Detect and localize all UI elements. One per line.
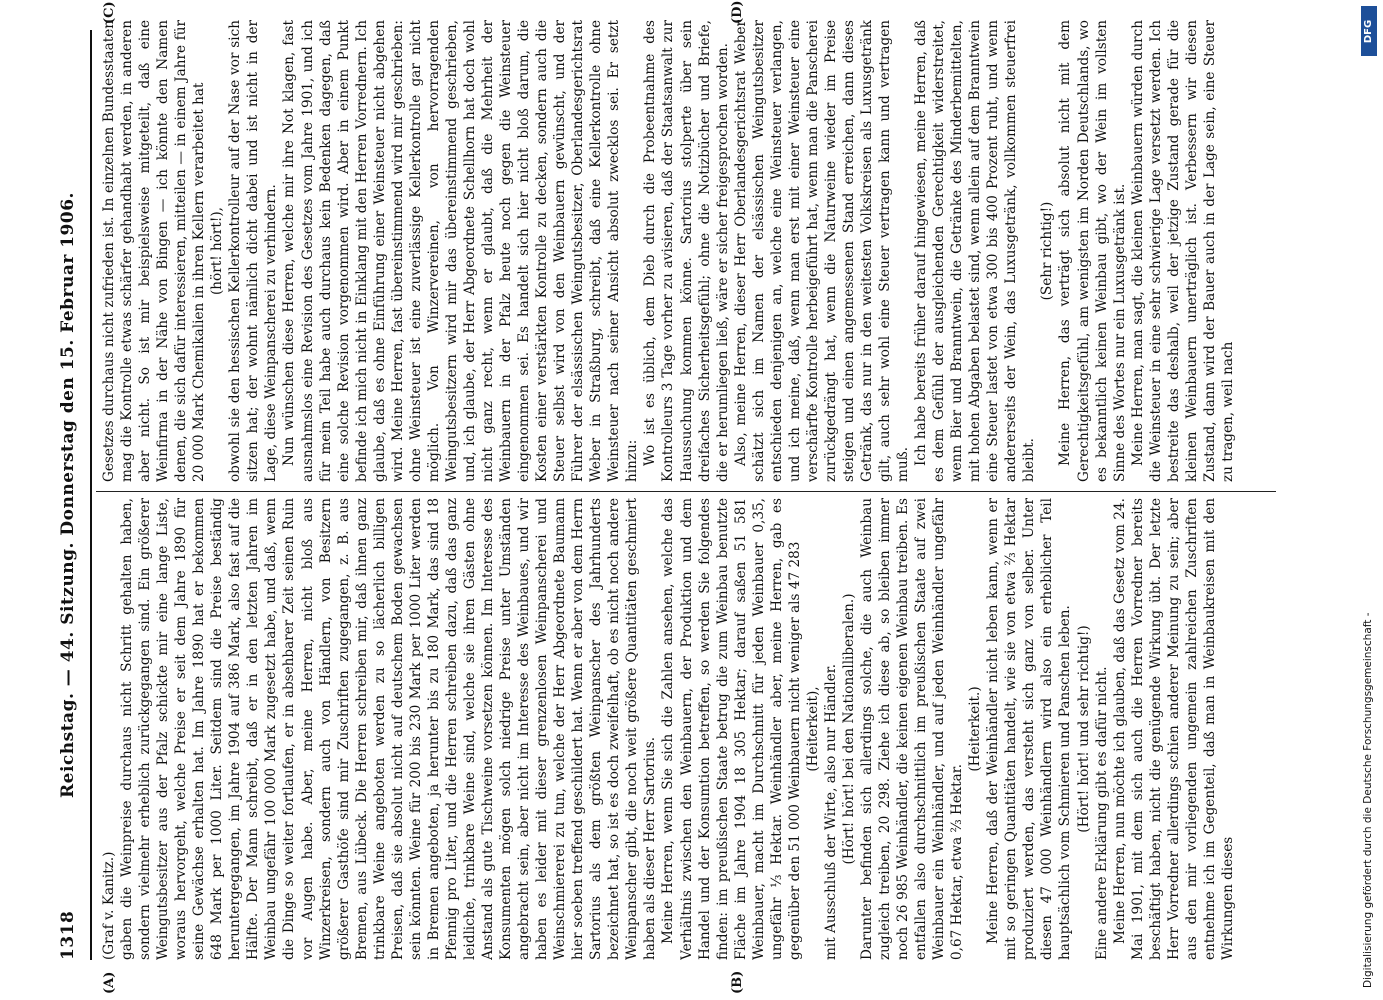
margin-marker-c: (C)	[102, 1, 117, 24]
left-column-paragraph: Meine Herren, wenn Sie sich die Zahlen ansehen, welche das Verhältnis zwischen den Weinbauern, der Produktion und dem Handel und der Konsumtion betreffen, so werden Sie folgendes finden: im preußischen Staate betrug die zum Weinbau benutzte Fläche im Jahre 1904 18 305 Hektar; darauf saßen 51 581 Weinbauer, macht im Durchschnitt für jeden Weinbauer 0,35, ungefähr ⅓ Hektar. Weinhändler aber, meine Herren, gab es gegenüber den 51 000 Weinbauern nicht weniger als 47 283	[660, 498, 803, 960]
left-column-paragraph: (Hört! hört! bei den Nationalliberalen.)	[840, 593, 857, 865]
right-column-paragraph: (hört! hört!),	[209, 207, 226, 295]
running-title: Reichstag. — 44. Sitzung. Donnerstag den 15. Februar 1906.	[58, 192, 78, 798]
left-column-paragraph: mit Ausschluß der Wirte, also nur Händler.	[822, 663, 839, 960]
margin-marker-b: (B)	[730, 970, 745, 994]
column-divider	[96, 491, 1276, 492]
left-column-paragraph: (Graf v. Kanitz.)	[101, 851, 117, 960]
margin-marker-d: (D)	[730, 0, 745, 24]
left-column-paragraph: Meine Herren, nun möchte ich glauben, daß das Gesetz vom 24. Mai 1901, mit dem sich auch die Herren Vorredner bereits beschäftigt haben, nicht die genügende Wirkung übt. Der letzte Herr Vorredner allerdings schien anderer Meinung zu sein; aber aus den mir vorliegenden ungemein zahlreichen Zuschriften entnehme ich im Gegenteil, daß man in Weinbaukreisen mit den Wirkungen dieses	[1111, 498, 1236, 960]
right-column-paragraph: obwohl sie den hessischen Kellerkontrolleur auf der Nase vor sich sitzen hat; der wohnt nämlich dicht dabei und ist nicht in der Lage, diese Weinpanscherei zu verhindern.	[227, 20, 280, 482]
left-column-paragraph: (Heiterkeit),	[804, 686, 821, 772]
left-column	[100, 498, 1270, 960]
dfg-logo	[1361, 6, 1377, 56]
left-column-paragraph: Eine andere Erklärung gibt es dafür nicht.	[1093, 666, 1110, 960]
right-column-paragraph: Nun wünschen diese Herren, welche mir ihre Not klagen, fast ausnahmslos eine Revision des Gesetzes vom Jahre 1901, und ich für mein Teil habe auch durchaus kein Bedenken dagegen, daß eine solche Revision vorgenommen wird. Aber in einem Punkt befinde ich mich nicht in Einklang mit den Herren Vorrednern. Ich glaube, daß es ohne Einführung einer Weinsteuer nicht abgehen wird. Meine Herren, fast übereinstimmend wird mir geschrieben: ohne Weinsteuer ist eine zuverlässige Kellerkontrolle gar nicht möglich. Von Winzervereinen, von hervorragenden Weingutsbesitzern wird mir das übereinstimmend geschrieben, und, ich glaube, der Herr Abgeordnete Schellhorn hat doch wohl nicht ganz recht, wenn er glaubt, daß die Mehrheit der Weinbauern in der Pfalz heute noch gegen die Weinsteuer eingenommen sei. Es handelt sich hier nicht bloß darum, die Kosten einer verstärkten Kontrolle zu decken, sondern auch die Steuer selbst wird von den Weinbauern gewünscht, und der Führer der elsässischen Weingutsbesitzer, Oberlandesgerichtsrat Weber in Straßburg, schreibt, daß eine Kellerkontrolle ohne Weinsteuer nach seiner Ansicht absolut zwecklos sei. Er setzt hinzu:	[281, 20, 641, 482]
right-column	[100, 20, 1270, 482]
page-header	[54, 30, 88, 960]
right-column-paragraph: Ich habe bereits früher darauf hingewiesen, meine Herren, daß es dem Gefühl der ausgleichenden Gerechtigkeit widerstreitet, wenn Bier und Branntwein, die Getränke des Minderbemittelten, mit hohen Abgaben belastet sind, wenn allein auf dem Branntwein eine Steuer lastet von etwa 300 bis 400 Prozent ruht, und wenn andererseits der Wein, das Luxusgetränk, vollkommen steuerfrei bleibt.	[913, 20, 1038, 482]
left-column-paragraph: (Hört! hört! und sehr richtig!)	[1075, 625, 1092, 833]
credit-text: Digitalisierung gefördert durch die Deutsche Forschungsgemeinschaft -	[1362, 612, 1374, 988]
right-column-paragraph: Gesetzes durchaus nicht zufrieden ist. In einzelnen Bundesstaaten mag die Kontrolle etwas schärfer gehandhabt werden, in anderen aber nicht. So ist mir beispielsweise mitgeteilt, daß eine Weinfirma in der Nähe von Bingen — ich könnte den Namen denen, die sich dafür interessieren, mitteilen — in einem Jahre für 20 000 Mark Chemikalien in ihren Kellern verarbeitet hat	[101, 20, 208, 482]
document-page	[40, 0, 1350, 1000]
right-column-paragraph: Meine Herren, das verträgt sich absolut nicht mit dem Gerechtigkeitsgefühl, am wenigsten im Norden Deutschlands, wo es bekanntlich keinen Weinbau gibt, wo der Wein im vollsten Sinne des Wortes nur ein Luxusgetränk ist.	[1057, 20, 1128, 482]
margin-marker-a: (A)	[102, 971, 117, 994]
left-column-paragraph: gaben die Weinpreise durchaus nicht Schritt gehalten haben, sondern vielmehr erheblich zurückgegangen sind. Ein größerer Weingutsbesitzer aus der Pfalz schickte mir eine lange Liste, woraus hervorgeht, welche Preise er seit dem Jahre 1890 für seine Gewächse erhalten hat. Im Jahre 1890 hat er bekommen 648 Mark per 1000 Liter. Seitdem sind die Preise beständig heruntergegangen, im Jahre 1904 auf 386 Mark, also fast auf die Hälfte. Der Mann schreibt, daß er in den letzten Jahren im Weinbau ungefähr 100 000 Mark zugesetzt habe, und daß, wenn die Dinge so weiter fortlaufen, er in absehbarer Zeit seinen Ruin vor Augen habe. Aber, meine Herren, nicht bloß aus Winzerkreisen, sondern auch von Händlern, von Besitzern größerer Gasthöfe sind mir Zuschriften zugegangen, z. B. aus Bremen, aus Lübeck. Die Herren schreiben mir, daß ihnen ganz trinkbare Weine angeboten werden zu so lächerlich billigen Preisen, daß sie absolut nicht auf deutschem Boden gewachsen sein könnten. Weine für 200 bis 230 Mark per 1000 Liter werden in Bremen angeboten, ja herunter bis zu 180 Mark, das sind 18 Pfennig pro Liter, und die Herren schreiben dazu, daß das ganz leidliche, trinkbare Weine sind, welche sie ihren Gästen ohne Anstand als gute Tischweine vorsetzen können. Im Interesse des Konsumenten mögen solch niedrige Preise unter Umständen angebracht sein, aber nicht im Interesse des Weinbaues, und wir haben es leider mit dieser grenzenlosen Weinpanscherei und Weinschmiererei zu tun, welche der Herr Abgeordnete Baumann hier soeben treffend geschildert hat. Wenn er aber von dem Herrn Sartorius als dem größten Weinpanscher des Jahrhunderts bezeichnet hat, so ist es doch zweifelhaft, ob es nicht noch andere Weinpanscher gibt, die noch weit größere Quantitäten geschmiert haben als dieser Herr Sartorius.	[119, 498, 659, 960]
dfg-logo-text: DFG	[1363, 19, 1375, 43]
digitization-credit	[1356, 0, 1383, 1000]
left-column-paragraph: Darunter befinden sich allerdings solche, die auch Weinbau zugleich treiben, 20 298. Ziehe ich diese ab, so bleiben immer noch 26 985 Weinhändler, die keinen eigenen Weinbau treiben. Es entfallen also durchschnittlich im preußischen Staate auf zwei Weinbauer ein Weinhändler, und auf jeden Weinhändler ungefähr 0,67 Hektar, etwa ⅔ Hektar.	[858, 498, 966, 960]
right-column-paragraph: Also, meine Herren, dieser Herr Oberlandesgerichtsrat Weber schätzt sich im Namen der elsässischen Weingutsbesitzer entschieden denjenigen an, welche eine Weinsteuer verlangen, und ich meine, daß, wenn man erst mit einer Weinsteuer eine verschärfte Kontrolle herbeigeführt hat, wenn man die Panscherei zurückgedrängt hat, wenn die Naturweine wieder im Preise steigen und einen angemessenen Stand erreichen, dann dieses Getränk, das nur in den weitesten Volkskreisen als Luxusgetränk gilt, auch sehr wohl eine Steuer vertragen kann und vertragen muß.	[732, 20, 912, 482]
left-column-paragraph: Meine Herren, daß der Weinhändler nicht leben kann, wenn er mit so geringen Quantitäten handelt, wie sie von etwa ⅔ Hektar produziert werden, das versteht sich ganz von selber. Unter diesen 47 000 Weinhändlern wird also ein erheblicher Teil hauptsächlich vom Schmieren und Panschen leben.	[985, 498, 1074, 960]
right-column-paragraph: (Sehr richtig!)	[1039, 201, 1056, 301]
left-column-paragraph: (Heiterkeit.)	[967, 686, 984, 772]
header-rule	[90, 30, 92, 960]
right-column-paragraph: Wo ist es üblich, dem Dieb durch die Probeentnahme des Kontrolleurs 3 Tage vorher zu avisieren, daß der Staatsanwalt zur Haussuchung kommen könne. Sartorius stolperte über sein dreifaches Sicherheitsgefühl; ohne die Notizbücher und Briefe, die er herumliegen ließ, wäre er sicher freigesprochen worden.	[642, 20, 731, 482]
right-column-paragraph: Meine Herren, man sagt, die kleinen Weinbauern würden durch die Weinsteuer in eine sehr schwierige Lage versetzt werden. Ich bestreite das deshalb, weil der jetzige Zustand gerade für die kleinen Weinbauern unerträglich ist. Verbessern wir diesen Zustand, dann wird der Bauer auch in der Lage sein, eine Steuer zu tragen, weil nach	[1129, 20, 1236, 482]
page-number: 1318	[58, 910, 78, 960]
